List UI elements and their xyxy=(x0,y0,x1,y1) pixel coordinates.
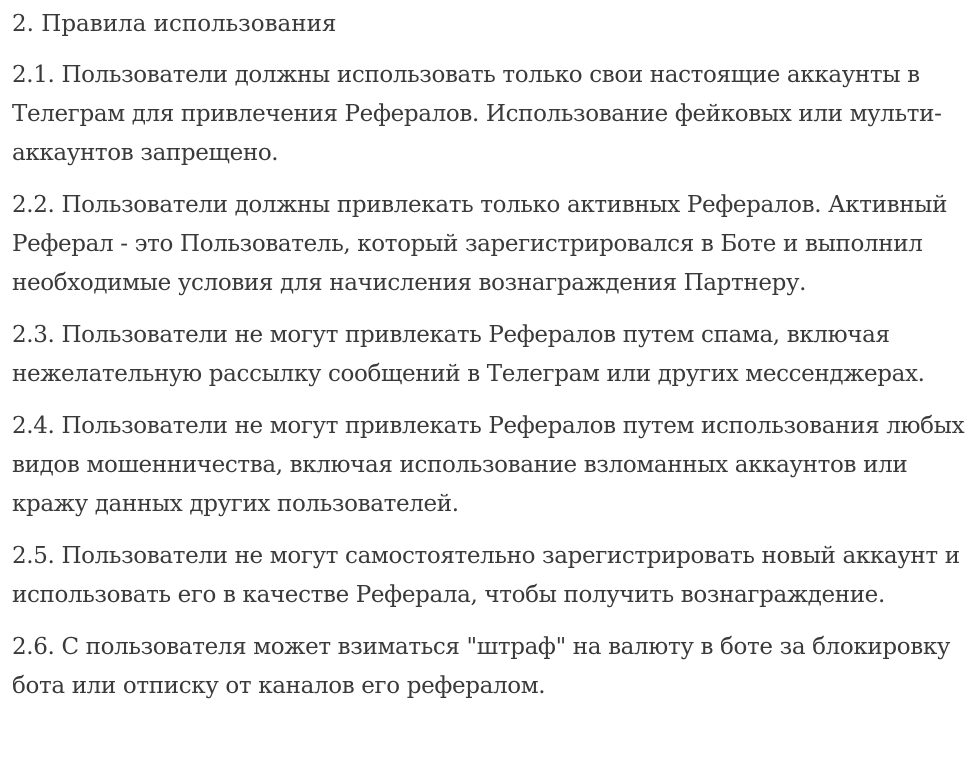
clause-2-2: 2.2. Пользователи должны привлекать только активных Рефералов. Активный Реферал - это Пользователь, который зарегистрировался в Боте и выполнил необходимые условия для начисления вознаграждения Партнеру. xyxy=(12,192,948,296)
clause-2-5: 2.5. Пользователи не могут самостоятельно зарегистрировать новый аккаунт и использовать его в качестве Реферала, чтобы получить вознаграждение. xyxy=(12,543,960,608)
document-body xyxy=(12,6,974,719)
clause-2-6: 2.6. С пользователя может взиматься "штраф" на валюту в боте за блокировку бота или отписку от каналов его рефералом. xyxy=(12,634,951,699)
clause-2-4: 2.4. Пользователи не могут привлекать Рефералов путем использования любых видов мошенничества, включая использование взломанных аккаунтов или кражу данных других пользователей. xyxy=(12,413,965,517)
clause-2-1: 2.1. Пользователи должны использовать только свои настоящие аккаунты в Телеграм для привлечения Рефералов. Использование фейковых или мульти-аккаунтов запрещено. xyxy=(12,62,942,166)
clause-2-3: 2.3. Пользователи не могут привлекать Рефералов путем спама, включая нежелательную рассылку сообщений в Телеграм или других мессенджерах. xyxy=(12,322,925,387)
section-title: 2. Правила использования xyxy=(12,11,337,37)
